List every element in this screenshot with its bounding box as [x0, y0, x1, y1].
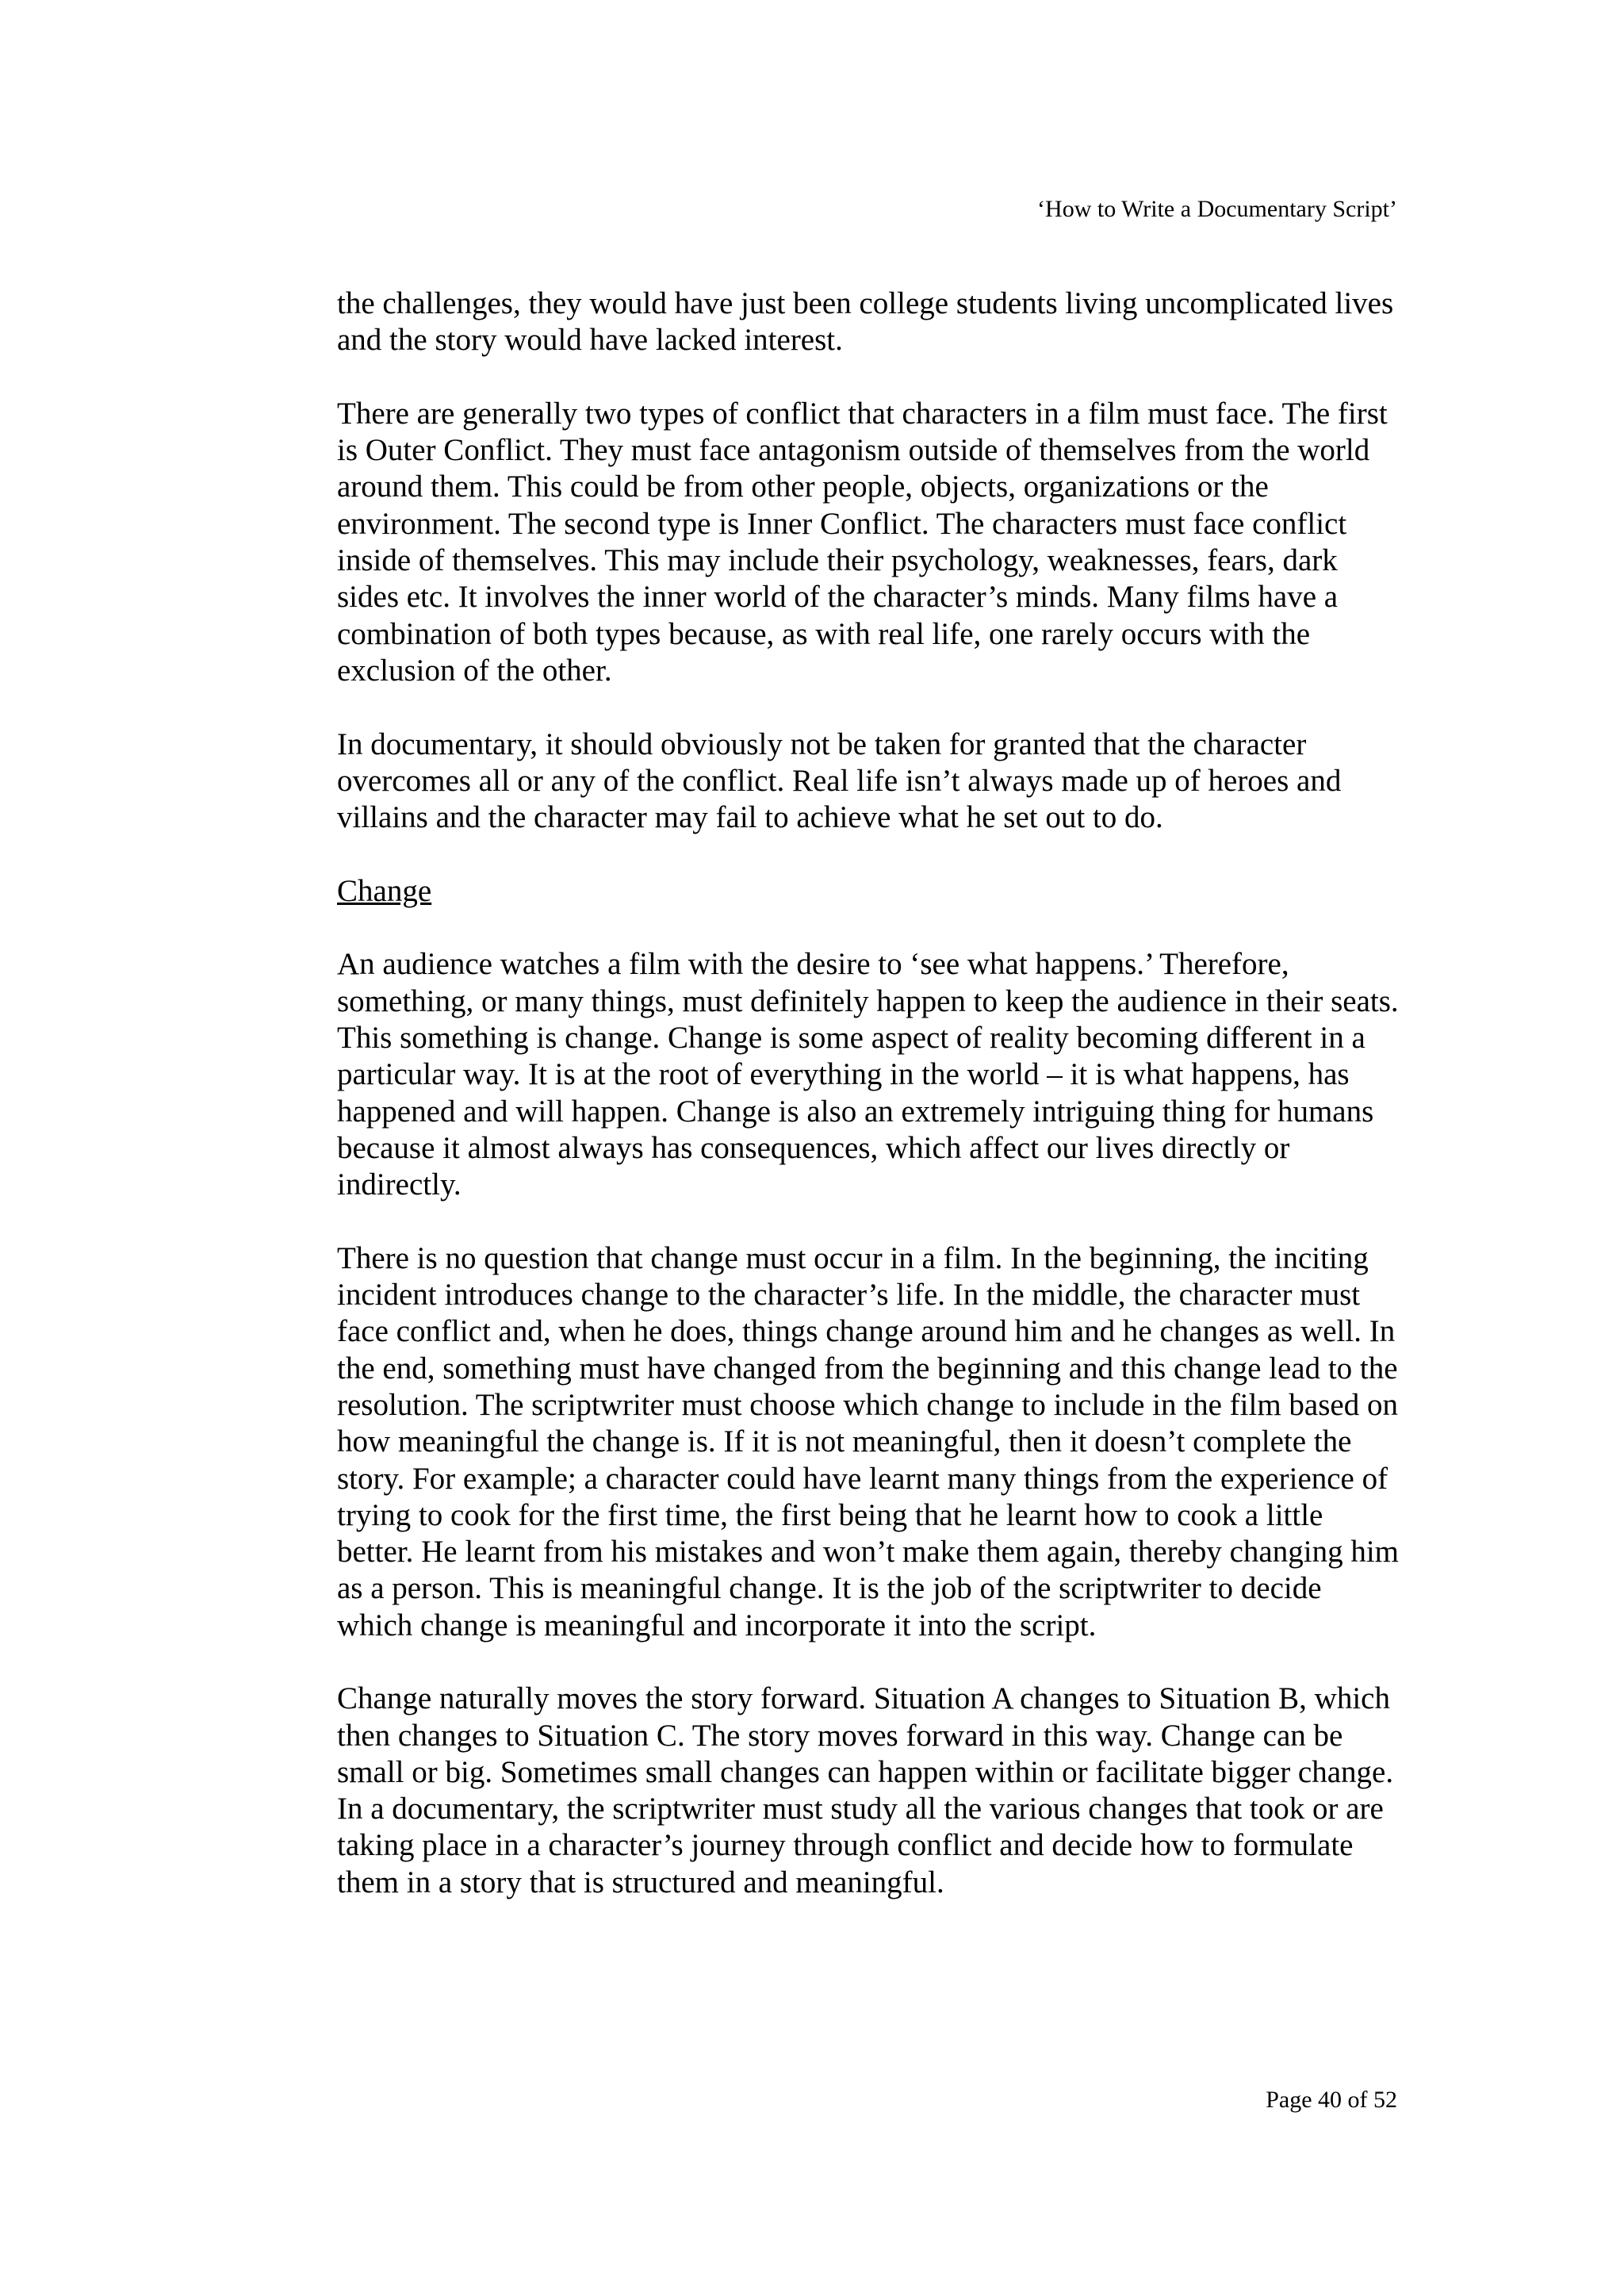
body-paragraph-3: In documentary, it should obviously not be taken for granted that the character overcomes all or any of the conflict. Real life isn’t always made up of heroes and villains and the character may fail to achieve what he set out to do. [337, 726, 1342, 835]
body-paragraph-5: There is no question that change must occur in a film. In the beginning, the inciting incident introduces change to the character’s life. In the middle, the character must face conflict and, when he does, things change around him and he changes as well. In the end, something must have changed from the beginning and this change lead to the resolution. The scriptwriter must choose which change to include in the film based on how meaningful the change is. If it is not meaningful, then it doesn’t complete the story. For example; a character could have learnt many things from the experience of trying to cook for the first time, the first being that he learnt how to cook a little better. He learnt from his mistakes and won’t make them again, thereby changing him as a person. This is meaningful change. It is the job of the scriptwriter to decide which change is meaningful and incorporate it into the script. [337, 1240, 1399, 1642]
document-body [337, 286, 1400, 1938]
body-paragraph-2: There are generally two types of conflict that characters in a film must face. The first is Outer Conflict. They must face antagonism outside of themselves from the world around them. This could be from other people, objects, organizations or the environment. The second type is Inner Conflict. The characters must face conflict inside of themselves. This may include their psychology, weaknesses, fears, dark sides etc. It involves the inner world of the character’s minds. Many films have a combination of both types because, as with real life, one rarely occurs with the exclusion of the other. [337, 396, 1388, 688]
body-paragraph-6: Change naturally moves the story forward. Situation A changes to Situation B, which then changes to Situation C. The story moves forward in this way. Change can be small or big. Sometimes small changes can happen within or facilitate bigger change. In a documentary, the scriptwriter must study all the various changes that took or are taking place in a character’s journey through conflict and decide how to formulate them in a story that is structured and meaningful. [337, 1681, 1394, 1899]
body-paragraph-4: An audience watches a film with the desire to ‘see what happens.’ Therefore, something, or many things, must definitely happen to keep the audience in their seats. This something is change. Change is some aspect of reality becoming different in a particular way. It is at the root of everything in the world – it is what happens, has happened and will happen. Change is also an extremely intriguing thing for humans because it almost always has consequences, which affect our lives directly or indirectly. [337, 947, 1399, 1202]
body-paragraph-1: the challenges, they would have just been college students living uncomplicated lives and the story would have lacked interest. [337, 286, 1394, 358]
page-number: Page 40 of 52 [1266, 2087, 1397, 2113]
running-header: ‘How to Write a Documentary Script’ [1037, 196, 1397, 222]
section-heading-change: Change [337, 873, 432, 908]
